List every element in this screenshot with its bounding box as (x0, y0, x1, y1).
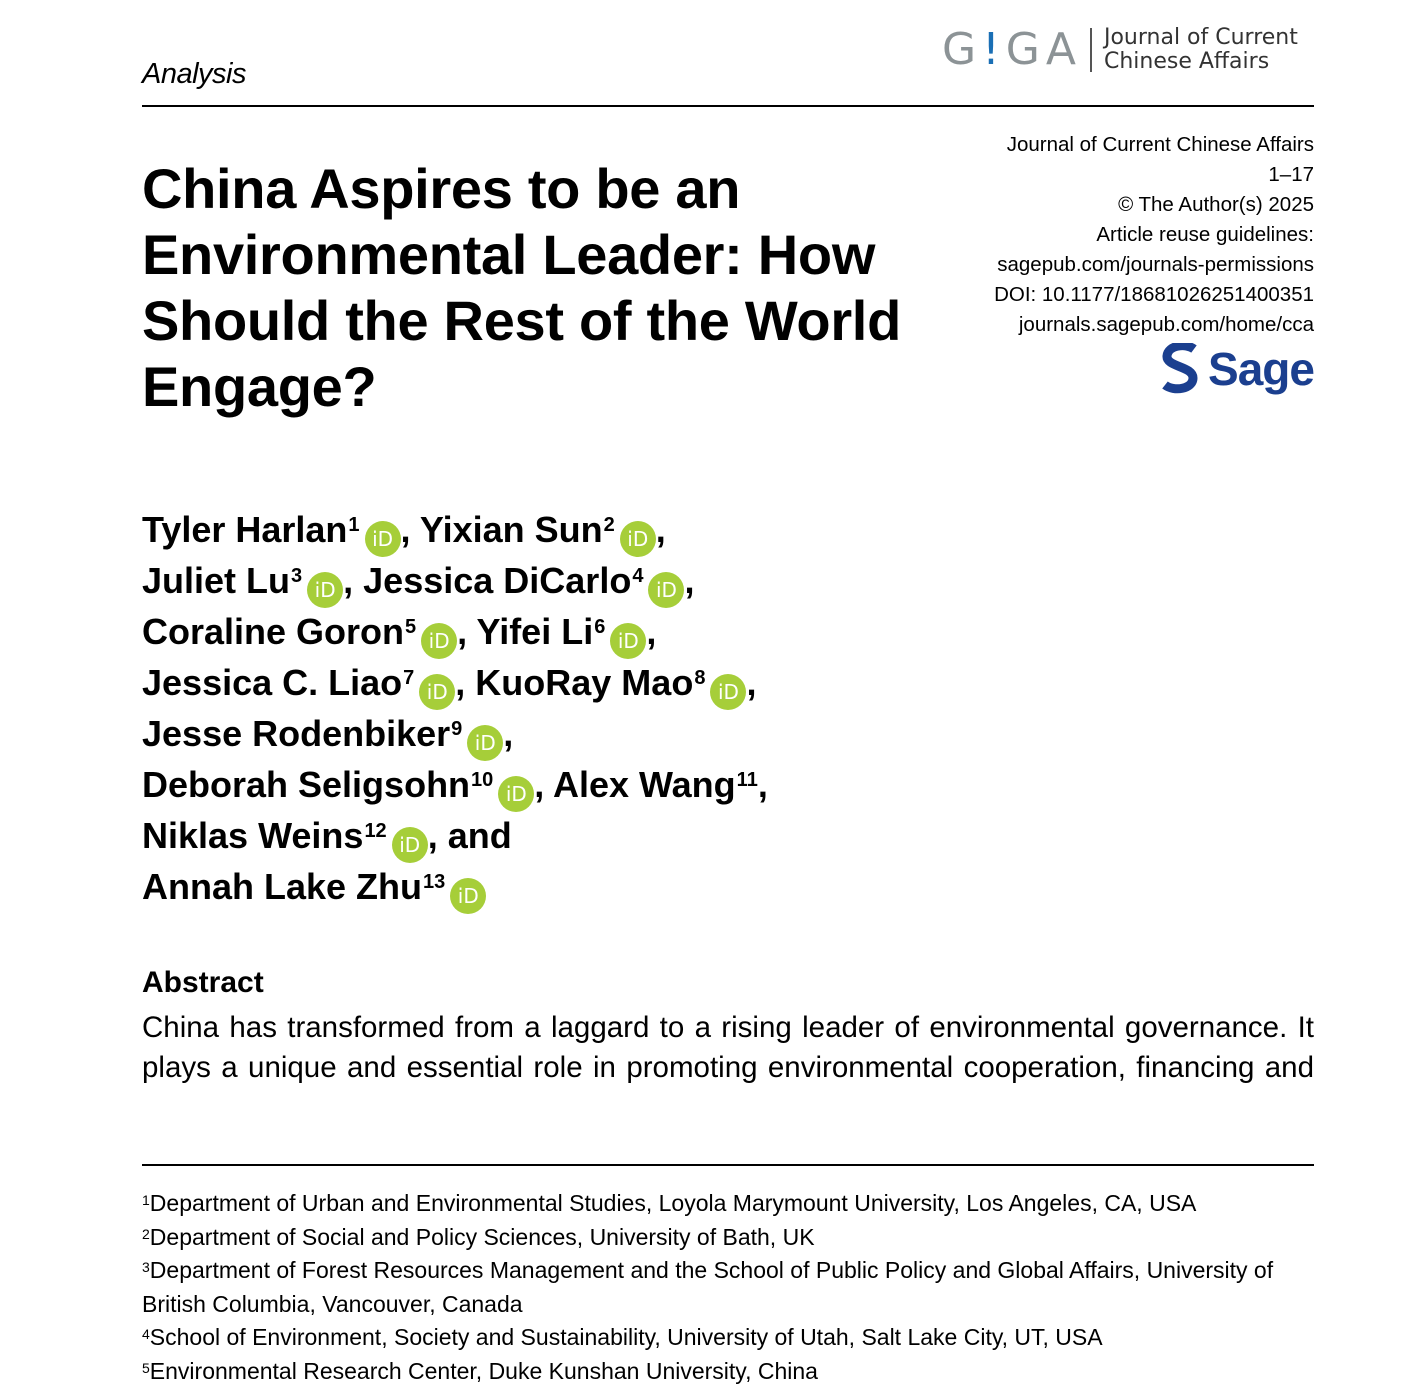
author-name: Yifei Li (476, 611, 594, 652)
meta-copyright: © The Author(s) 2025 (1118, 193, 1314, 216)
author (142, 713, 513, 754)
author-separator: , (534, 764, 553, 805)
author-name: Deborah Seligsohn (142, 764, 471, 805)
footnote-number: 1 (142, 1192, 150, 1208)
author-affiliation-number: 13 (423, 871, 446, 893)
author-separator: , (646, 611, 657, 652)
author-line (142, 659, 902, 710)
author (142, 560, 363, 601)
author-separator: , (746, 662, 757, 703)
footnote (142, 1321, 1314, 1355)
meta-reuse-label: Article reuse guidelines: (1096, 223, 1314, 246)
footnote (142, 1187, 1314, 1221)
meta-journal: Journal of Current Chinese Affairs (1006, 133, 1314, 156)
author-separator: , (757, 764, 768, 805)
abstract-line: China has transformed from a laggard to a rising leader of environmental governance. It (142, 1011, 1314, 1044)
author-affiliation-number: 3 (291, 565, 303, 587)
footnote-number: 3 (142, 1259, 150, 1275)
author-affiliation-number: 4 (632, 565, 644, 587)
author-name: Coraline Goron (142, 611, 405, 652)
footnote-text: Environmental Research Center, Duke Kunshan University, China (149, 1357, 818, 1384)
author (477, 611, 657, 652)
meta-pages: 1–17 (1268, 163, 1314, 186)
author-affiliation-number: 2 (603, 514, 615, 536)
author-line (142, 608, 902, 659)
footnote (142, 1355, 1314, 1389)
author (142, 509, 420, 550)
footnote-text: Department of Social and Policy Sciences, University of Bath, UK (149, 1223, 815, 1250)
sage-logo (1160, 342, 1314, 396)
orcid-icon[interactable]: iD (365, 521, 401, 557)
author-name: Jessica DiCarlo (363, 560, 632, 601)
author-separator: , (503, 713, 514, 754)
author (363, 560, 694, 601)
orcid-icon[interactable]: iD (710, 674, 746, 710)
author-separator: , (455, 662, 476, 703)
giga-logo-wordmark: G!GA (942, 24, 1082, 75)
footnote-number: 4 (142, 1326, 150, 1342)
section-label: Analysis (142, 58, 246, 90)
author (142, 866, 486, 907)
author-affiliation-number: 8 (694, 667, 706, 689)
author-separator: , (457, 611, 477, 652)
author-line (142, 557, 902, 608)
author-separator: , (400, 509, 420, 550)
orcid-icon[interactable]: iD (498, 776, 534, 812)
sage-logo-text: Sage (1208, 343, 1314, 395)
author-affiliation-number: 6 (594, 616, 606, 638)
footnote-text: Department of Urban and Environmental Studies, Loyola Marymount University, Los Angeles, CA, USA (149, 1190, 1197, 1216)
author-name: Niklas Weins (142, 815, 364, 856)
footnote-text: School of Environment, Society and Sustainability, University of Utah, Salt Lake City, UT, USA (149, 1324, 1103, 1350)
author (142, 611, 477, 652)
author-name: Alex Wang (552, 764, 736, 805)
author-name: Tyler Harlan (142, 509, 348, 550)
author-affiliation-number: 10 (471, 769, 494, 791)
orcid-icon[interactable]: iD (467, 725, 503, 761)
author-affiliation-number: 5 (405, 616, 417, 638)
author-name: Yixian Sun (419, 509, 603, 550)
author-line (142, 863, 902, 914)
author-line (142, 506, 902, 557)
footnote-rule (142, 1164, 1314, 1166)
author-name: Jessica C. Liao (142, 662, 403, 703)
meta-doi[interactable]: DOI: 10.1177/18681026251400351 (994, 283, 1314, 306)
orcid-icon[interactable]: iD (307, 572, 343, 608)
author-affiliation-number: 12 (364, 820, 387, 842)
footnote (142, 1221, 1314, 1255)
author-affiliation-number: 9 (451, 718, 463, 740)
meta-journal-link[interactable]: journals.sagepub.com/home/cca (1018, 313, 1314, 336)
abstract-body (142, 1008, 1314, 1088)
footnote-number: 5 (142, 1359, 150, 1376)
author-name: Annah Lake Zhu (142, 866, 423, 907)
author-line (142, 710, 902, 761)
orcid-icon[interactable]: iD (620, 521, 656, 557)
author-affiliation-number: 11 (736, 769, 758, 791)
journal-logo-text: Journal of Current Chinese Affairs (1103, 25, 1298, 74)
author-name: Juliet Lu (142, 560, 291, 601)
abstract-line: plays a unique and essential role in promoting environmental cooperation, financing and (142, 1051, 1314, 1084)
header-rule (142, 105, 1314, 107)
author (420, 509, 666, 550)
meta-reuse-link[interactable]: sagepub.com/journals-permissions (997, 253, 1314, 276)
abstract-heading: Abstract (142, 966, 264, 999)
footnote (142, 1254, 1314, 1321)
article-meta (994, 130, 1314, 340)
author-list (142, 506, 902, 914)
author (142, 815, 512, 856)
author-affiliation-number: 1 (348, 514, 360, 536)
author-separator: , (343, 560, 364, 601)
logo-divider (1090, 28, 1092, 72)
author (142, 764, 553, 805)
author-line (142, 761, 902, 812)
author-line (142, 812, 902, 863)
giga-logo (942, 26, 1298, 74)
orcid-icon[interactable]: iD (419, 674, 455, 710)
orcid-icon[interactable]: iD (421, 623, 457, 659)
author (142, 662, 475, 703)
footnote-number: 2 (142, 1225, 150, 1242)
orcid-icon[interactable]: iD (648, 572, 684, 608)
author-affiliation-number: 7 (403, 667, 415, 689)
author-separator: , (684, 560, 695, 601)
article-title: China Aspires to be an Environmental Leader: How Should the Rest of the World Engage? (142, 157, 901, 418)
affiliation-footnotes (142, 1187, 1314, 1388)
author-name: KuoRay Mao (475, 662, 694, 703)
author-name: Jesse Rodenbiker (142, 713, 451, 754)
orcid-icon[interactable]: iD (450, 878, 486, 914)
footnote-text: Department of Forest Resources Management and the School of Public Policy and Global Affairs, University of British Columbia, Vancouver, Canada (142, 1257, 1274, 1317)
sage-s-icon (1160, 343, 1200, 395)
author (475, 662, 756, 703)
orcid-icon[interactable]: iD (392, 827, 428, 863)
author-separator: , (655, 509, 666, 550)
author (553, 764, 768, 805)
author-separator: , and (427, 815, 512, 856)
orcid-icon[interactable]: iD (610, 623, 646, 659)
